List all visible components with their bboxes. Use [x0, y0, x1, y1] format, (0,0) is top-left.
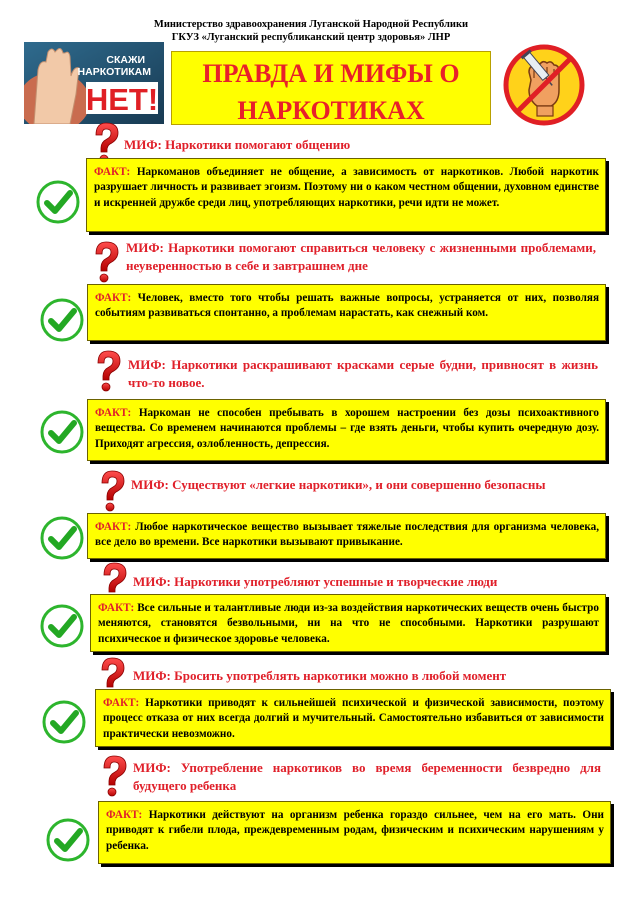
question-mark-icon — [100, 754, 128, 798]
title-line1: ПРАВДА И МИФЫ О — [202, 59, 460, 88]
fact-3: ФАКТ: Наркоман не способен пребывать в хорошем настроении без дозы психоактивного вещества. Со временем начинаются проблемы – где взять деньги, чтобы купить очередную дозу. Приходят агрессия, озлобленность, депрессия. — [87, 399, 606, 461]
fact-6: ФАКТ: Наркотики приводят к сильнейшей психической и физической зависимости, поэтому процесс отказа от них всегда долгий и мучительный. Самостоятельно избавиться от зависимости практически невозможно. — [95, 689, 611, 747]
poster-title — [171, 51, 491, 125]
banner-line3: НЕТ! — [85, 82, 159, 117]
question-mark-icon — [92, 240, 120, 284]
myth-1: МИФ: Наркотики помогают общению — [124, 137, 351, 152]
question-mark-icon — [98, 469, 126, 513]
question-mark-icon — [94, 349, 122, 393]
myth-2: МИФ: Наркотики помогают справиться человеку с жизненными проблемами, неуверенностью в себе и завтрашнем дне — [126, 240, 597, 273]
banner-line1: СКАЖИ — [106, 54, 145, 66]
banner-line2: НАРКОТИКАМ — [77, 66, 151, 78]
check-icon — [40, 298, 84, 342]
check-icon — [40, 516, 84, 560]
fist-syringe-logo — [503, 44, 585, 126]
fact-7: ФАКТ: Наркотики действуют на организм ребенка гораздо сильнее, чем на его мать. Они приводят к гибели плода, преждевременным родам, физическим и психическим нарушениям у ребенка. — [98, 801, 611, 864]
fact-1: ФАКТ: Наркоманов объединяет не общение, а зависимость от наркотиков. Любой наркотик разрушает личность и развивает эгоизм. Поэтому ни о каком честном общении, духовном единстве и искренней дружбе среди лиц, употребляющих наркотики, речи идти не может. — [86, 158, 606, 232]
check-icon — [36, 180, 80, 224]
fact-5: ФАКТ: Все сильные и талантливые люди из-за воздействия наркотических веществ очень быстро меняются, становятся безвольными, ни на что не способными. Наркотики разрушают психическое и физическое здоровье человека. — [90, 594, 606, 652]
ministry-line: Министерство здравоохранения Луганской Народной Республики — [153, 19, 469, 30]
myth-5: МИФ: Наркотики употребляют успешные и творческие люди — [133, 574, 498, 589]
fact-2: ФАКТ: Человек, вместо того чтобы решать важные вопросы, устраняется от них, позволяя событиям развиваться спонтанно, а проблемам нарастать, как снежный ком. — [87, 284, 606, 341]
check-icon — [40, 604, 84, 648]
myth-3: МИФ: Наркотики раскрашивают красками серые будни, привносят в жизнь что-то новое. — [128, 357, 598, 390]
check-icon — [40, 410, 84, 454]
fact-4: ФАКТ: Любое наркотическое вещество вызывает тяжелые последствия для организма человека, все дело во времени. Все наркотики вызывают привыкание. — [87, 513, 606, 559]
center-line: ГКУЗ «Луганский республиканский центр здоровья» ЛНР — [171, 32, 451, 43]
check-icon — [46, 818, 90, 862]
myth-label: МИФ: — [124, 137, 162, 152]
check-icon — [42, 700, 86, 744]
myth-7: МИФ: Употребление наркотиков во время беременности безвредно для будущего ребенка — [133, 760, 602, 793]
title-line2: НАРКОТИКАХ — [237, 96, 425, 125]
fact-label: ФАКТ: — [94, 166, 131, 178]
say-no-banner — [24, 42, 164, 124]
myth-4: МИФ: Существуют «легкие наркотики», и они совершенно безопасны — [131, 477, 546, 492]
myth-6: МИФ: Бросить употреблять наркотики можно в любой момент — [133, 668, 507, 683]
